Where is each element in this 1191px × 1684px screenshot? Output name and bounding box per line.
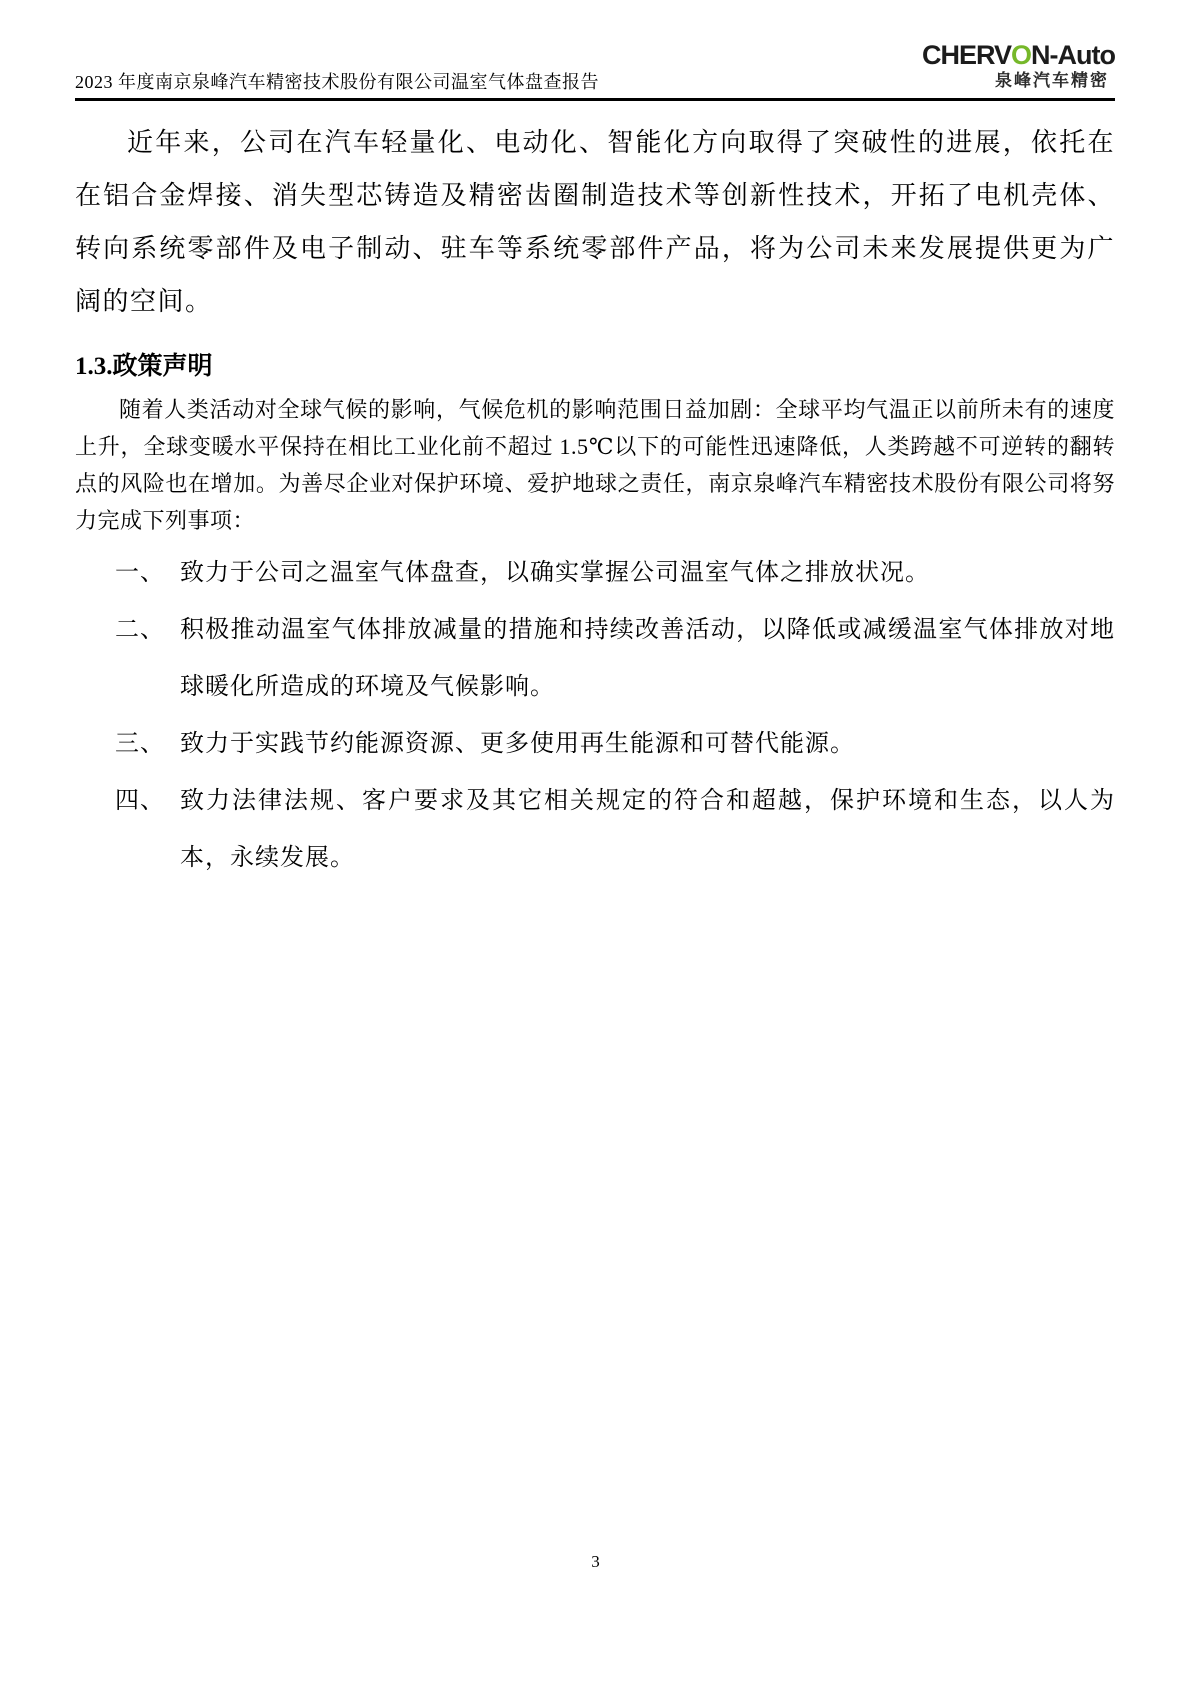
- list-item-text: 积极推动温室气体排放减量的措施和持续改善活动，以降低或减缓温室气体排放对地球暖化所造成的环境及气候影响。: [180, 617, 1115, 700]
- intro-paragraph: 近年来，公司在汽车轻量化、电动化、智能化方向取得了突破性的进展，依托在在铝合金焊接、消失型芯铸造及精密齿圈制造技术等创新性技术，开拓了电机壳体、转向系统零部件及电子制动、驻车等系统零部件产品，将为公司未来发展提供更为广阔的空间。: [75, 128, 1115, 316]
- chervon-auto-logo: [922, 42, 1115, 89]
- list-item-marker: 三、: [115, 731, 165, 757]
- logo-text-right: N-Auto: [1031, 40, 1115, 70]
- list-item: [75, 545, 1115, 602]
- logo-chinese-subtext: 泉峰汽车精密: [995, 71, 1109, 90]
- logo-green-o-icon: O: [1011, 40, 1032, 70]
- list-item-marker: 四、: [115, 788, 165, 814]
- list-item-text: 致力于公司之温室气体盘查，以确实掌握公司温室气体之排放状况。: [180, 560, 930, 586]
- section-heading-policy-statement: 1.3.政策声明: [75, 353, 213, 380]
- document-body: [75, 101, 1115, 887]
- page-header: [0, 0, 1191, 101]
- page-number: 3: [591, 1552, 600, 1571]
- list-item-marker: 二、: [115, 617, 165, 643]
- policy-intro-paragraph: 随着人类活动对全球气候的影响，气候危机的影响范围日益加剧：全球平均气温正以前所未有的速度上升，全球变暖水平保持在相比工业化前不超过 1.5℃以下的可能性迅速降低，人类跨越不可逆转的翻转点的风险也在增加。为善尽企业对保护环境、爱护地球之责任，南京泉峰汽车精密技术股份有限公司将努力完成下列事项：: [75, 397, 1115, 533]
- logo-wordmark: [922, 42, 1115, 69]
- list-item: [75, 716, 1115, 773]
- policy-commitment-list: [75, 545, 1115, 887]
- list-item-marker: 一、: [115, 560, 165, 586]
- logo-text-left: CHERV: [921, 40, 1012, 70]
- report-header-title: 2023 年度南京泉峰汽车精密技术股份有限公司温室气体盘查报告: [75, 72, 599, 92]
- list-item-text: 致力于实践节约能源资源、更多使用再生能源和可替代能源。: [180, 731, 855, 757]
- list-item-text: 致力法律法规、客户要求及其它相关规定的符合和超越，保护环境和生态，以人为本，永续发展。: [180, 788, 1115, 871]
- list-item: [75, 602, 1115, 716]
- list-item: [75, 773, 1115, 887]
